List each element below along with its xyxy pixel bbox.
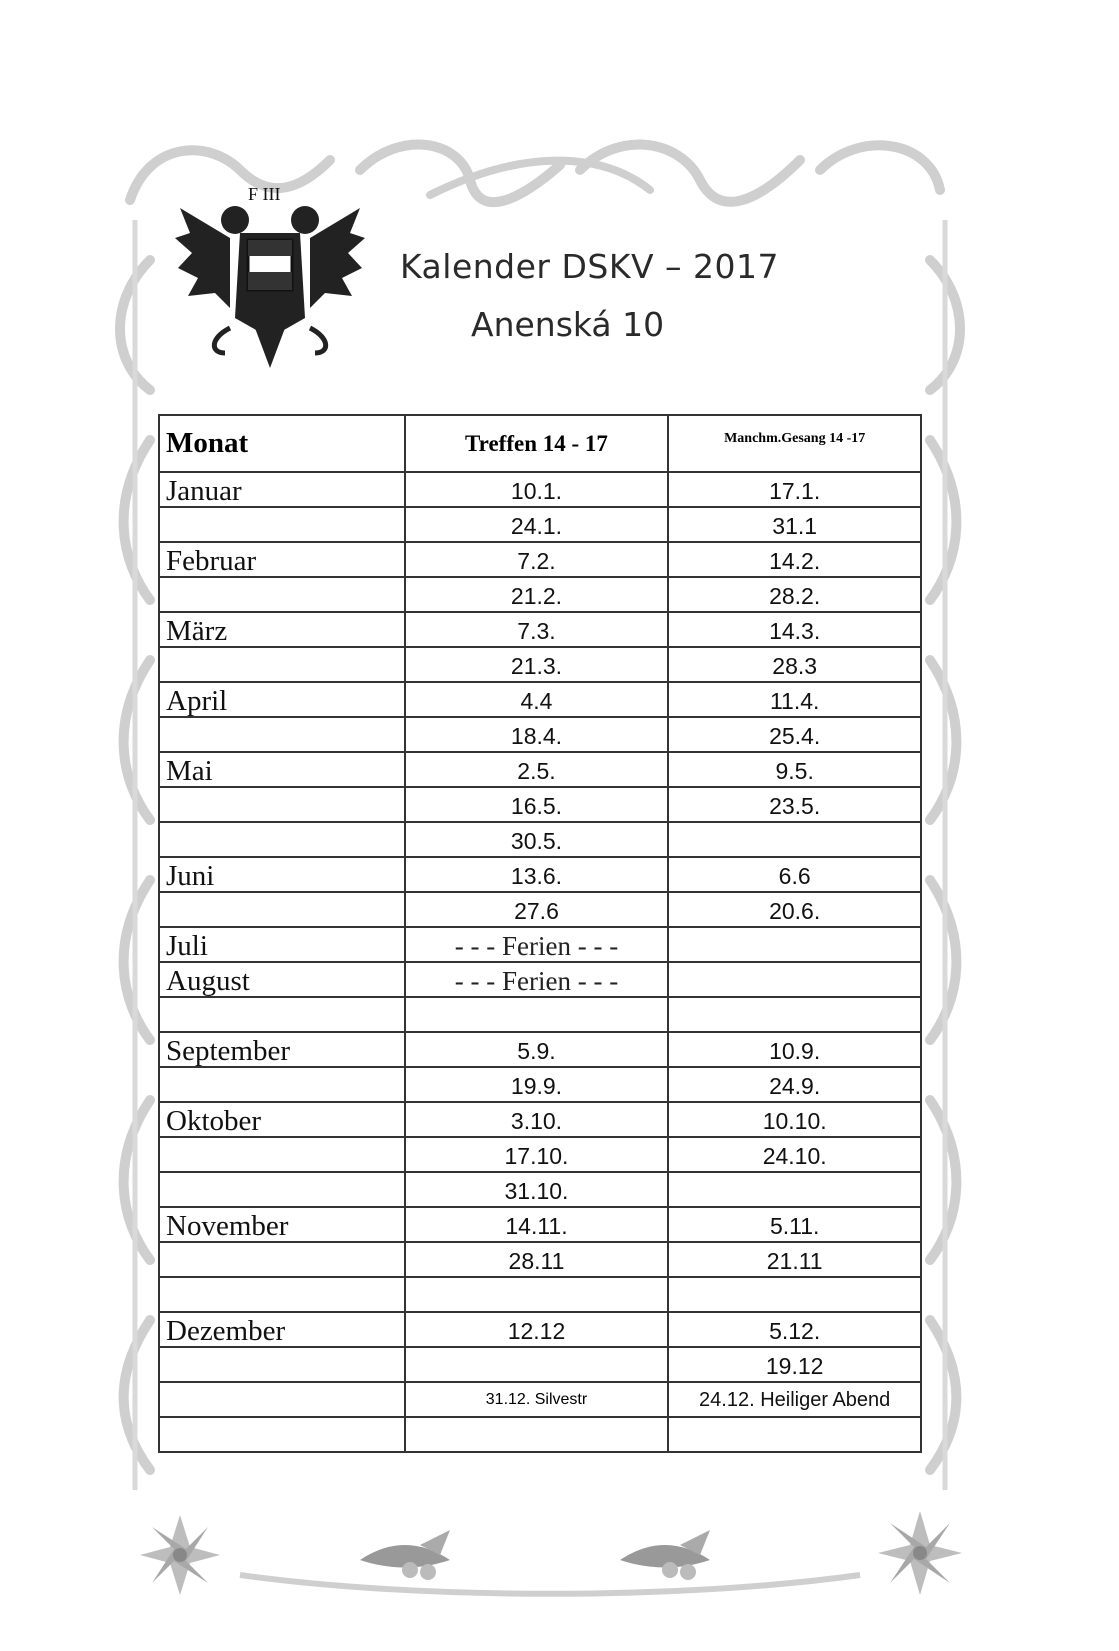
treffen-cell: 31.12. Silvestr [405, 1382, 669, 1417]
gesang-cell: 5.11. [668, 1207, 921, 1242]
gesang-cell: 23.5. [668, 787, 921, 822]
table-header-row [159, 415, 921, 472]
treffen-cell: - - - Ferien - - - [405, 962, 669, 997]
month-cell [159, 1382, 405, 1417]
treffen-cell: 18.4. [405, 717, 669, 752]
treffen-cell: 7.3. [405, 612, 669, 647]
table-row [159, 717, 921, 752]
treffen-cell: 10.1. [405, 472, 669, 507]
table-row [159, 1137, 921, 1172]
gesang-cell: 24.9. [668, 1067, 921, 1102]
column-header-gesang: Manchm.Gesang 14 -17 [668, 415, 921, 472]
poinsettia-decoration [120, 1505, 990, 1605]
month-cell: Juli [159, 927, 405, 962]
month-cell [159, 1347, 405, 1382]
treffen-cell: 17.10. [405, 1137, 669, 1172]
table-row [159, 1382, 921, 1417]
treffen-cell: 3.10. [405, 1102, 669, 1137]
month-cell [159, 822, 405, 857]
table-row [159, 1277, 921, 1312]
month-cell: Juni [159, 857, 405, 892]
treffen-cell: 2.5. [405, 752, 669, 787]
table-row [159, 997, 921, 1032]
month-cell: März [159, 612, 405, 647]
treffen-cell: 21.3. [405, 647, 669, 682]
table-row [159, 1032, 921, 1067]
treffen-cell: 4.4 [405, 682, 669, 717]
treffen-cell: 24.1. [405, 507, 669, 542]
table-row [159, 752, 921, 787]
month-cell: April [159, 682, 405, 717]
table-row [159, 612, 921, 647]
gesang-cell: 14.2. [668, 542, 921, 577]
treffen-cell: - - - Ferien - - - [405, 927, 669, 962]
treffen-cell: 5.9. [405, 1032, 669, 1067]
treffen-cell [405, 1347, 669, 1382]
treffen-cell: 7.2. [405, 542, 669, 577]
month-cell: Januar [159, 472, 405, 507]
eagle-emblem-icon [170, 178, 370, 374]
table-row [159, 892, 921, 927]
gesang-cell [668, 962, 921, 997]
month-cell: November [159, 1207, 405, 1242]
gesang-cell: 14.3. [668, 612, 921, 647]
month-cell [159, 647, 405, 682]
gesang-cell: 21.11 [668, 1242, 921, 1277]
gesang-cell: 17.1. [668, 472, 921, 507]
treffen-cell: 30.5. [405, 822, 669, 857]
gesang-cell: 25.4. [668, 717, 921, 752]
month-cell: August [159, 962, 405, 997]
month-cell: September [159, 1032, 405, 1067]
emblem-text: F III [248, 184, 281, 204]
schedule-body [159, 472, 921, 1452]
month-cell [159, 1277, 405, 1312]
table-row [159, 507, 921, 542]
table-row [159, 1207, 921, 1242]
table-row [159, 857, 921, 892]
treffen-cell: 28.11 [405, 1242, 669, 1277]
treffen-cell: 19.9. [405, 1067, 669, 1102]
table-row [159, 1347, 921, 1382]
column-header-treffen: Treffen 14 - 17 [405, 415, 669, 472]
column-header-month: Monat [159, 415, 405, 472]
gesang-cell: 10.9. [668, 1032, 921, 1067]
month-cell [159, 892, 405, 927]
table-row [159, 822, 921, 857]
month-cell [159, 1067, 405, 1102]
month-cell: Mai [159, 752, 405, 787]
gesang-cell: 10.10. [668, 1102, 921, 1137]
month-cell: Dezember [159, 1312, 405, 1347]
table-row [159, 542, 921, 577]
treffen-cell: 27.6 [405, 892, 669, 927]
page-subtitle: Anenská 10 [471, 305, 665, 344]
treffen-cell: 12.12 [405, 1312, 669, 1347]
gesang-cell: 24.10. [668, 1137, 921, 1172]
gesang-cell: 31.1 [668, 507, 921, 542]
table-row [159, 927, 921, 962]
treffen-cell: 21.2. [405, 577, 669, 612]
gesang-cell: 20.6. [668, 892, 921, 927]
gesang-cell [668, 1172, 921, 1207]
schedule-table [158, 414, 922, 1453]
treffen-cell: 31.10. [405, 1172, 669, 1207]
gesang-cell [668, 997, 921, 1032]
page-title: Kalender DSKV – 2017 [400, 247, 780, 286]
table-row [159, 1067, 921, 1102]
table-row [159, 1312, 921, 1347]
gesang-cell [668, 1417, 921, 1452]
table-row [159, 787, 921, 822]
treffen-cell: 14.11. [405, 1207, 669, 1242]
gesang-cell: 24.12. Heiliger Abend [668, 1382, 921, 1417]
treffen-cell: 13.6. [405, 857, 669, 892]
month-cell [159, 1172, 405, 1207]
gesang-cell: 11.4. [668, 682, 921, 717]
month-cell [159, 787, 405, 822]
table-row [159, 682, 921, 717]
gesang-cell: 5.12. [668, 1312, 921, 1347]
month-cell [159, 507, 405, 542]
month-cell [159, 717, 405, 752]
table-row [159, 577, 921, 612]
month-cell [159, 1242, 405, 1277]
month-cell [159, 997, 405, 1032]
gesang-cell: 28.3 [668, 647, 921, 682]
gesang-cell: 6.6 [668, 857, 921, 892]
month-cell [159, 1417, 405, 1452]
table-row [159, 647, 921, 682]
treffen-cell: 16.5. [405, 787, 669, 822]
month-cell: Oktober [159, 1102, 405, 1137]
table-row [159, 1102, 921, 1137]
gesang-cell [668, 927, 921, 962]
month-cell [159, 1137, 405, 1172]
table-row [159, 472, 921, 507]
treffen-cell [405, 997, 669, 1032]
month-cell: Februar [159, 542, 405, 577]
table-row [159, 962, 921, 997]
table-row [159, 1172, 921, 1207]
month-cell [159, 577, 405, 612]
gesang-cell: 9.5. [668, 752, 921, 787]
gesang-cell [668, 822, 921, 857]
treffen-cell [405, 1277, 669, 1312]
table-row [159, 1242, 921, 1277]
gesang-cell: 28.2. [668, 577, 921, 612]
table-row [159, 1417, 921, 1452]
gesang-cell [668, 1277, 921, 1312]
treffen-cell [405, 1417, 669, 1452]
gesang-cell: 19.12 [668, 1347, 921, 1382]
